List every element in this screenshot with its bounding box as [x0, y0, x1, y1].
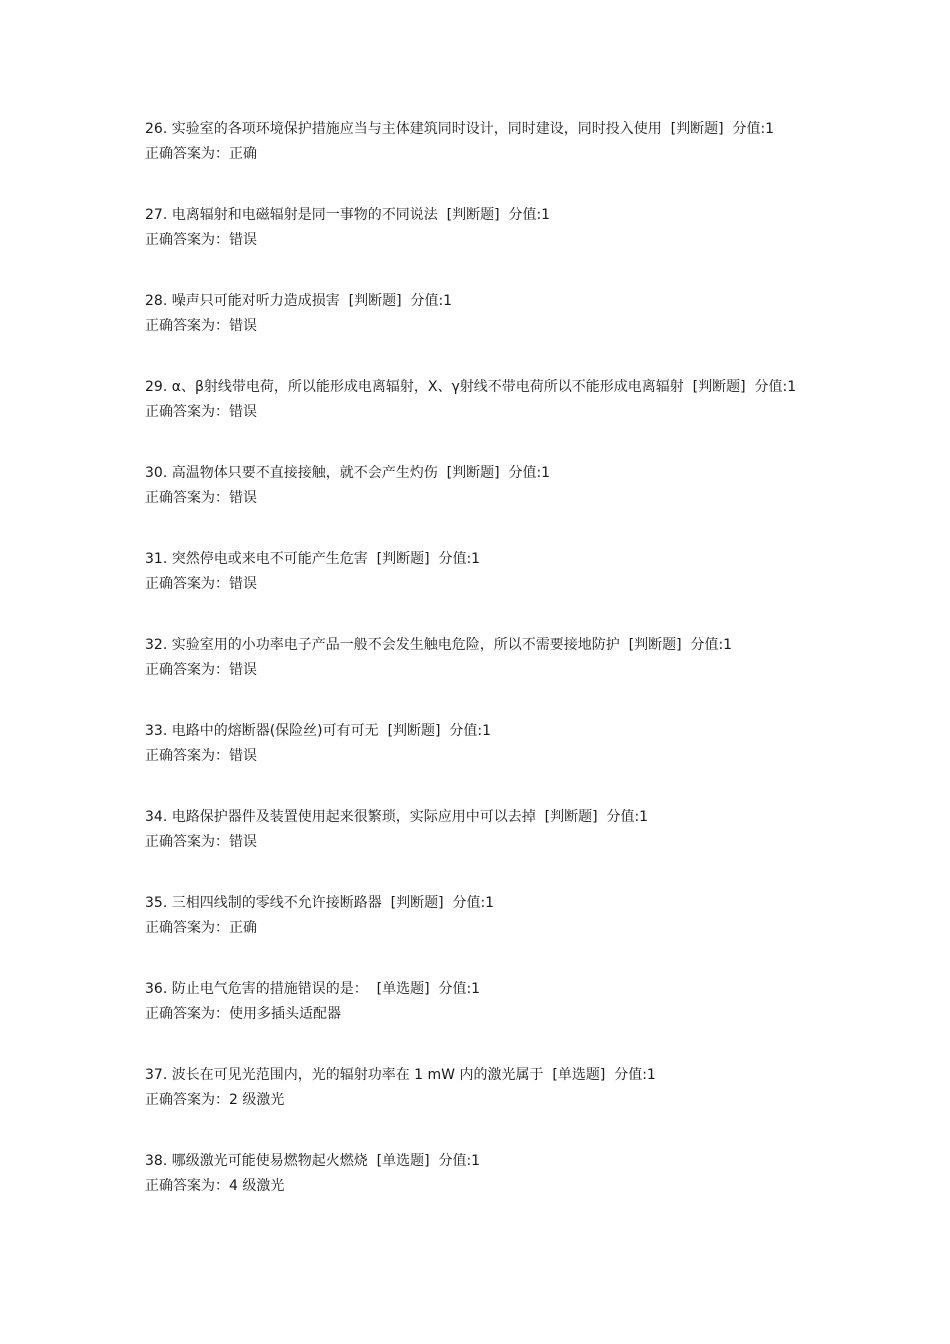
question-score: 分值:1: [410, 293, 453, 309]
question-score: 分值:1: [449, 723, 492, 739]
question-number: 29.: [145, 379, 168, 395]
answer-value: 错误: [229, 576, 257, 592]
question-item: [145, 461, 865, 547]
question-item: [145, 117, 865, 203]
answer-prefix: 正确答案为：: [145, 318, 229, 334]
question-text: 突然停电或来电不可能产生危害: [171, 551, 368, 567]
question-score: 分值:1: [732, 121, 775, 137]
question-score: 分值:1: [754, 379, 797, 395]
question-line: [145, 891, 865, 916]
answer-line: [145, 1088, 865, 1113]
answer-value: 错误: [229, 662, 257, 678]
question-item: [145, 633, 865, 719]
question-type: [判断题]: [387, 723, 441, 739]
question-type: [判断题]: [376, 551, 430, 567]
answer-value: 错误: [229, 318, 257, 334]
question-text: α、β射线带电荷，所以能形成电离辐射，X、γ射线不带电荷所以不能形成电离辐射: [171, 379, 684, 395]
question-score: 分值:1: [452, 895, 495, 911]
answer-value: 正确: [229, 920, 257, 936]
answer-prefix: 正确答案为：: [145, 490, 229, 506]
answer-line: [145, 1174, 865, 1199]
question-text: 防止电气危害的措施错误的是：: [171, 981, 368, 997]
question-number: 31.: [145, 551, 168, 567]
answer-value: 使用多插头适配器: [229, 1006, 341, 1022]
question-number: 28.: [145, 293, 168, 309]
question-line: [145, 375, 865, 400]
question-type: [判断题]: [446, 465, 500, 481]
question-line: [145, 203, 865, 228]
question-number: 30.: [145, 465, 168, 481]
question-text: 噪声只可能对听力造成损害: [171, 293, 340, 309]
answer-value: 2 级激光: [229, 1092, 285, 1108]
question-text: 哪级激光可能使易燃物起火燃烧: [171, 1153, 368, 1169]
answer-line: [145, 1002, 865, 1027]
question-item: [145, 891, 865, 977]
question-text: 实验室用的小功率电子产品一般不会发生触电危险，所以不需要接地防护: [171, 637, 620, 653]
question-text: 三相四线制的零线不允许接断路器: [171, 895, 382, 911]
question-type: [判断题]: [670, 121, 724, 137]
question-text: 电路保护器件及装置使用起来很繁琐，实际应用中可以去掉: [171, 809, 536, 825]
question-line: [145, 805, 865, 830]
answer-value: 正确: [229, 146, 257, 162]
question-score: 分值:1: [438, 551, 481, 567]
question-type: [判断题]: [544, 809, 598, 825]
answer-prefix: 正确答案为：: [145, 1092, 229, 1108]
question-item: [145, 203, 865, 289]
question-score: 分值:1: [438, 1153, 481, 1169]
answer-prefix: 正确答案为：: [145, 834, 229, 850]
answer-value: 错误: [229, 232, 257, 248]
question-line: [145, 289, 865, 314]
answer-value: 错误: [229, 834, 257, 850]
answer-value: 4 级激光: [229, 1178, 285, 1194]
question-text: 电离辐射和电磁辐射是同一事物的不同说法: [171, 207, 438, 223]
question-line: [145, 547, 865, 572]
question-line: [145, 633, 865, 658]
answer-prefix: 正确答案为：: [145, 1006, 229, 1022]
question-number: 34.: [145, 809, 168, 825]
question-type: [单选题]: [552, 1067, 606, 1083]
question-type: [单选题]: [376, 1153, 430, 1169]
answer-line: [145, 658, 865, 683]
question-item: [145, 719, 865, 805]
question-number: 36.: [145, 981, 168, 997]
question-score: 分值:1: [508, 207, 551, 223]
question-type: [判断题]: [628, 637, 682, 653]
question-score: 分值:1: [438, 981, 481, 997]
answer-line: [145, 916, 865, 941]
question-number: 26.: [145, 121, 168, 137]
question-item: [145, 977, 865, 1063]
answer-line: [145, 314, 865, 339]
answer-prefix: 正确答案为：: [145, 920, 229, 936]
question-score: 分值:1: [606, 809, 649, 825]
question-number: 38.: [145, 1153, 168, 1169]
question-line: [145, 461, 865, 486]
question-number: 32.: [145, 637, 168, 653]
question-line: [145, 977, 865, 1002]
answer-value: 错误: [229, 404, 257, 420]
question-score: 分值:1: [508, 465, 551, 481]
answer-value: 错误: [229, 490, 257, 506]
question-type: [单选题]: [376, 981, 430, 997]
question-score: 分值:1: [690, 637, 733, 653]
question-number: 27.: [145, 207, 168, 223]
question-item: [145, 375, 865, 461]
answer-line: [145, 572, 865, 597]
answer-prefix: 正确答案为：: [145, 232, 229, 248]
question-type: [判断题]: [390, 895, 444, 911]
question-score: 分值:1: [614, 1067, 656, 1083]
answer-line: [145, 744, 865, 769]
answer-value: 错误: [229, 748, 257, 764]
question-line: [145, 719, 865, 744]
question-number: 33.: [145, 723, 168, 739]
question-text: 实验室的各项环境保护措施应当与主体建筑同时设计，同时建设，同时投入使用: [171, 121, 662, 137]
answer-line: [145, 400, 865, 425]
question-type: [判断题]: [446, 207, 500, 223]
question-line: [145, 1063, 865, 1088]
question-text: 高温物体只要不直接接触，就不会产生灼伤: [171, 465, 438, 481]
question-text: 波长在可见光范围内，光的辐射功率在 1 mW 内的激光属于: [171, 1067, 544, 1083]
question-item: [145, 1149, 865, 1235]
question-list: [145, 117, 865, 1235]
question-type: [判断题]: [348, 293, 402, 309]
answer-line: [145, 486, 865, 511]
question-number: 37.: [145, 1067, 168, 1083]
question-item: [145, 1063, 865, 1149]
question-number: 35.: [145, 895, 168, 911]
question-type: [判断题]: [692, 379, 746, 395]
question-item: [145, 805, 865, 891]
answer-prefix: 正确答案为：: [145, 662, 229, 678]
question-line: [145, 117, 865, 142]
answer-line: [145, 142, 865, 167]
answer-prefix: 正确答案为：: [145, 748, 229, 764]
question-item: [145, 289, 865, 375]
answer-prefix: 正确答案为：: [145, 576, 229, 592]
question-text: 电路中的熔断器(保险丝)可有可无: [171, 723, 379, 739]
answer-prefix: 正确答案为：: [145, 146, 229, 162]
answer-line: [145, 228, 865, 253]
question-line: [145, 1149, 865, 1174]
answer-prefix: 正确答案为：: [145, 1178, 229, 1194]
question-item: [145, 547, 865, 633]
answer-line: [145, 830, 865, 855]
answer-prefix: 正确答案为：: [145, 404, 229, 420]
